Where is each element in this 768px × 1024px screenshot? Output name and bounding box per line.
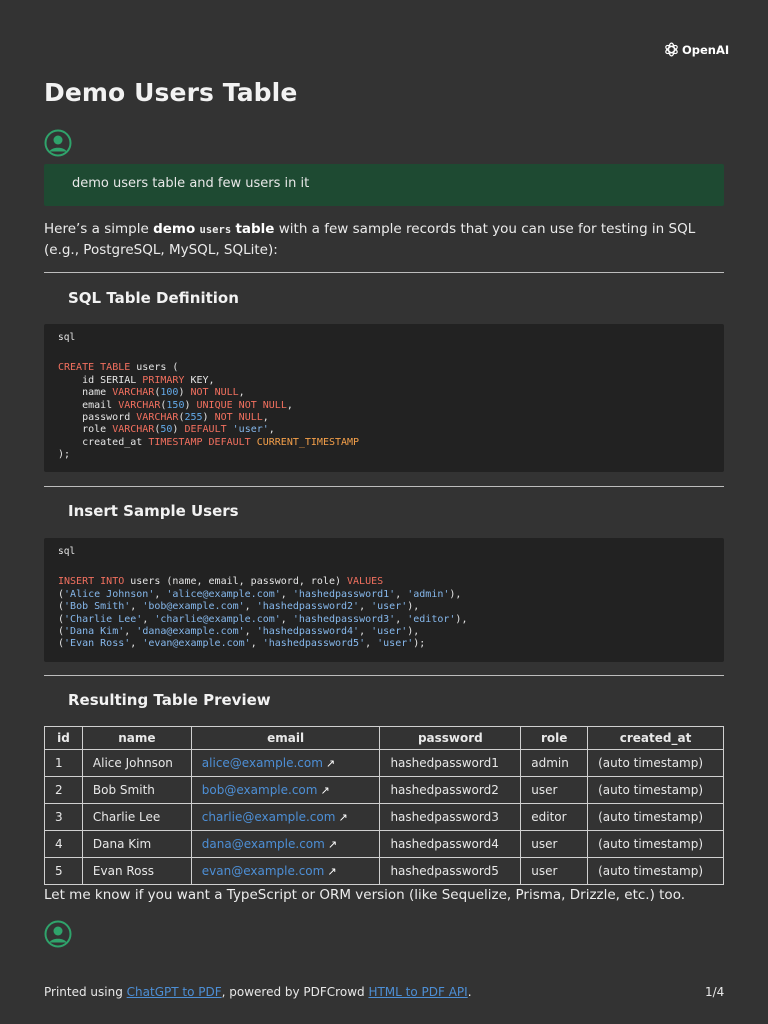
divider xyxy=(44,675,724,676)
users-table xyxy=(44,726,724,885)
cell-password: hashedpassword4 xyxy=(380,831,521,858)
column-header: name xyxy=(82,727,191,750)
html-to-pdf-api-link[interactable]: HTML to PDF API xyxy=(368,985,468,999)
print-footer: Printed using ChatGPT to PDF, powered by PDFCrowd HTML to PDF API. xyxy=(44,985,472,999)
intro-paragraph: Here’s a simple demo users table with a few sample records that you can use for testing in SQL (e.g., PostgreSQL, MySQL, SQLite): xyxy=(44,221,696,258)
email-link[interactable]: alice@example.com xyxy=(201,756,323,770)
divider xyxy=(44,272,724,273)
cell-password: hashedpassword1 xyxy=(380,750,521,777)
external-link-icon[interactable]: ↗ xyxy=(320,784,330,797)
cell-id: 5 xyxy=(45,858,83,885)
divider xyxy=(44,486,724,487)
code-block-insert[interactable]: sql INSERT INTO users (name, email, password, role) VALUES ('Alice Johnson', 'alice@example.com', 'hashedpassword1', 'admin'), ('Bob Smith', 'bob@example.com', 'hashedpassword2', 'user'), ('Charlie Lee', 'charlie@example.com', 'hashedpassword3', 'editor'), ('Dana Kim', 'dana@example.com', 'hashedpassword4', 'user'), ('Evan Ross', 'evan@example.com', 'hashedpassword5', 'user'); xyxy=(44,538,724,662)
section-heading-insert: Insert Sample Users xyxy=(68,502,239,520)
chatgpt-to-pdf-link[interactable]: ChatGPT to PDF xyxy=(126,985,222,999)
user-avatar xyxy=(44,129,72,157)
column-header: password xyxy=(380,727,521,750)
external-link-icon[interactable]: ↗ xyxy=(327,838,338,851)
cell-created-at: (auto timestamp) xyxy=(588,831,724,858)
cell-role: user xyxy=(521,831,588,858)
cell-name: Bob Smith xyxy=(82,777,191,804)
email-link[interactable]: bob@example.com xyxy=(201,783,318,797)
email-link[interactable]: dana@example.com xyxy=(201,837,325,851)
table-row xyxy=(45,750,724,777)
section-heading-preview: Resulting Table Preview xyxy=(68,691,271,709)
code-language-label: sql xyxy=(58,332,76,343)
page-title: Demo Users Table xyxy=(44,78,298,107)
external-link-icon[interactable]: ↗ xyxy=(327,865,337,878)
cell-name: Alice Johnson xyxy=(82,750,191,777)
page-number: 1/4 xyxy=(705,985,725,999)
cell-created-at: (auto timestamp) xyxy=(588,804,724,831)
cell-id: 1 xyxy=(45,750,83,777)
closing-paragraph: Let me know if you want a TypeScript or ORM version (like Sequelize, Prisma, Drizzle, etc.) too. xyxy=(44,887,686,903)
cell-id: 4 xyxy=(45,831,83,858)
cell-created-at: (auto timestamp) xyxy=(588,750,724,777)
cell-password: hashedpassword3 xyxy=(380,804,521,831)
cell-created-at: (auto timestamp) xyxy=(588,858,724,885)
cell-name: Charlie Lee xyxy=(82,804,191,831)
cell-email xyxy=(191,804,380,831)
email-link[interactable]: charlie@example.com xyxy=(201,810,336,824)
table-row xyxy=(45,777,724,804)
external-link-icon[interactable]: ↗ xyxy=(338,811,348,824)
openai-logo-icon xyxy=(663,41,680,58)
cell-created-at: (auto timestamp) xyxy=(588,777,724,804)
cell-name: Dana Kim xyxy=(82,831,191,858)
user-avatar-icon xyxy=(44,920,72,948)
cell-role: user xyxy=(521,858,588,885)
cell-id: 2 xyxy=(45,777,83,804)
external-link-icon[interactable]: ↗ xyxy=(325,757,336,770)
column-header: email xyxy=(191,727,380,750)
column-header: created_at xyxy=(588,727,724,750)
cell-role: editor xyxy=(521,804,588,831)
code-block-definition[interactable]: sql CREATE TABLE users ( id SERIAL PRIMARY KEY, name VARCHAR(100) NOT NULL, email VARCHAR(150) UNIQUE NOT NULL, password VARCHAR(255) NOT NULL, role VARCHAR(50) DEFAULT 'user', created_at TIMESTAMP DEFAULT CURRENT_TIMESTAMP ); xyxy=(44,324,724,472)
user-avatar-icon xyxy=(44,129,72,157)
logo-text: OpenAI xyxy=(682,42,730,57)
cell-name: Evan Ross xyxy=(82,858,191,885)
column-header: id xyxy=(45,727,83,750)
inline-code: users xyxy=(199,224,232,236)
table-header-row xyxy=(45,727,724,750)
code-language-label: sql xyxy=(58,546,76,557)
cell-role: admin xyxy=(521,750,588,777)
column-header: role xyxy=(521,727,588,750)
cell-role: user xyxy=(521,777,588,804)
cell-password: hashedpassword5 xyxy=(380,858,521,885)
table-row xyxy=(45,831,724,858)
cell-id: 3 xyxy=(45,804,83,831)
table-row xyxy=(45,804,724,831)
section-heading-definition: SQL Table Definition xyxy=(68,289,239,307)
cell-email xyxy=(191,858,380,885)
cell-password: hashedpassword2 xyxy=(380,777,521,804)
table-row xyxy=(45,858,724,885)
cell-email xyxy=(191,831,380,858)
email-link[interactable]: evan@example.com xyxy=(201,864,325,878)
user-message: demo users table and few users in it xyxy=(44,164,724,206)
openai-logo xyxy=(663,41,729,58)
cell-email xyxy=(191,777,380,804)
assistant-avatar xyxy=(44,920,72,948)
cell-email xyxy=(191,750,380,777)
